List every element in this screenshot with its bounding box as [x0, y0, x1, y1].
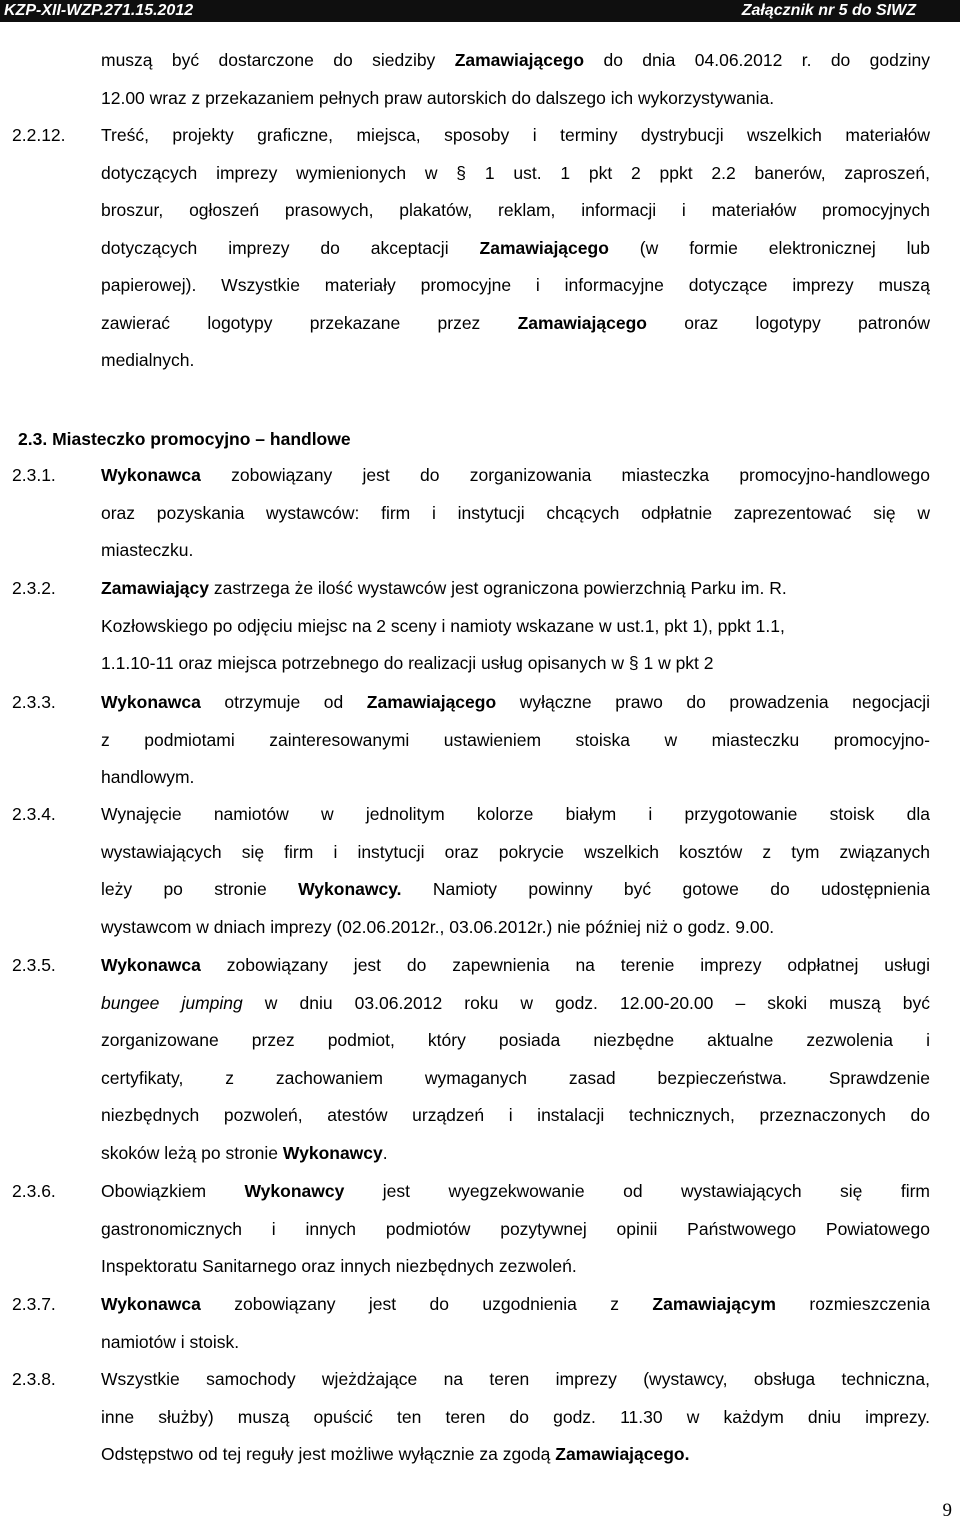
clause-2-3-6: 2.3.6. Obowiązkiem Wykonawcy jest wyegzekwowanie od wystawiających się firm gastronomicznych i innych podmiotów pozytywnej opinii Państwowego Powiatowego Inspektoratu Sanitarnego oraz innych niezbędnych zezwoleń.	[12, 1181, 930, 1276]
clause-2-3-4: 2.3.4. Wynajęcie namiotów w jednolitym kolorze białym i przygotowanie stoisk dla wystawiających się firm i instytucji oraz pokrycie wszelkich kosztów z tym związanych leży po stronie Wykonawcy. Namioty powinny być gotowe do udostępnienia wystawcom w dniach imprezy (02.06.2012r., 03.06.2012r.) nie później niż o godz. 9.00.	[12, 804, 931, 937]
document-reference: KZP-XII-WZP.271.15.2012	[4, 2, 194, 19]
page-header	[0, 0, 960, 22]
section-heading: 2.3. Miasteczko promocyjno – handlowe	[18, 429, 351, 449]
attachment-label: Załącznik nr 5 do SIWZ	[741, 2, 916, 19]
clause-2-3-8: 2.3.8. Wszystkie samochody wjeżdżające na teren imprezy (wystawcy, obsługa techniczna, inne służby) muszą opuścić ten teren do godz. 11.30 w każdym dniu imprezy. Odstępstwo od tej reguły jest możliwe wyłącznie za zgodą Zamawiającego.	[12, 1369, 930, 1464]
clause-text: Treść, projekty graficzne, miejsca, sposoby i terminy dystrybucji wszelkich materiałów dotyczących imprezy wymienionych w § 1 ust. 1 pkt 2 ppkt 2.2 banerów, zaproszeń, broszur, ogłoszeń prasowych, plakatów, reklam, informacji i materiałów promocyjnych dotyczących imprezy do akceptacji Zamawiającego (w formie elektronicznej lub papierowej). Wszystkie materiały promocyjne i informacyjne dotyczące imprezy muszą zawierać logotypy przekazane przez Zamawiającego oraz logotypy patronów medialnych.	[101, 125, 930, 370]
continuation-paragraph: muszą być dostarczone do siedziby Zamawiającego do dnia 04.06.2012 r. do godziny 12.00 wraz z przekazaniem pełnych praw autorskich do dalszego ich wykorzystywania.	[101, 50, 930, 108]
page-number: 9	[942, 1500, 952, 1521]
clause-2-3-3: 2.3.3. Wykonawca otrzymuje od Zamawiającego wyłączne prawo do prowadzenia negocjacji z podmiotami zainteresowanymi ustawieniem stoiska w miasteczku promocyjno- handlowym.	[12, 692, 930, 787]
clause-2-3-5: 2.3.5. Wykonawca zobowiązany jest do zapewnienia na terenie imprezy odpłatnej usługi bungee jumping w dniu 03.06.2012 roku w godz. 12.00-20.00 – skoki muszą być zorganizowane przez podmiot, który posiada niezbędne aktualne zezwolenia i certyfikaty, z zachowaniem wymaganych zasad bezpieczeństwa. Sprawdzenie niezbędnych pozwoleń, atestów urządzeń i instalacji technicznych, przeznaczonych do skoków leżą po stronie Wykonawcy.	[12, 955, 931, 1163]
clause-number: 2.2.12.	[12, 125, 66, 145]
clause-2-2-12	[12, 117, 930, 380]
clause-2-3-1: 2.3.1. Wykonawca zobowiązany jest do zorganizowania miasteczka promocyjno-handlowego oraz pozyskania wystawców: firm i instytucji chcących odpłatnie zaprezentować się w miasteczku.	[12, 465, 930, 560]
clause-2-3-7: 2.3.7. Wykonawca zobowiązany jest do uzgodnienia z Zamawiającym rozmieszczenia namiotów i stoisk.	[12, 1294, 930, 1352]
clause-2-3-2: 2.3.2. Zamawiający zastrzega że ilość wystawców jest ograniczona powierzchnią Parku im. R. Kozłowskiego po odjęciu miejsc na 2 sceny i namioty wskazane w ust.1, pkt 1), ppkt 1.1, 1.1.10-11 oraz miejsca potrzebnego do realizacji usług opisanych w § 1 w pkt 2	[12, 578, 787, 673]
